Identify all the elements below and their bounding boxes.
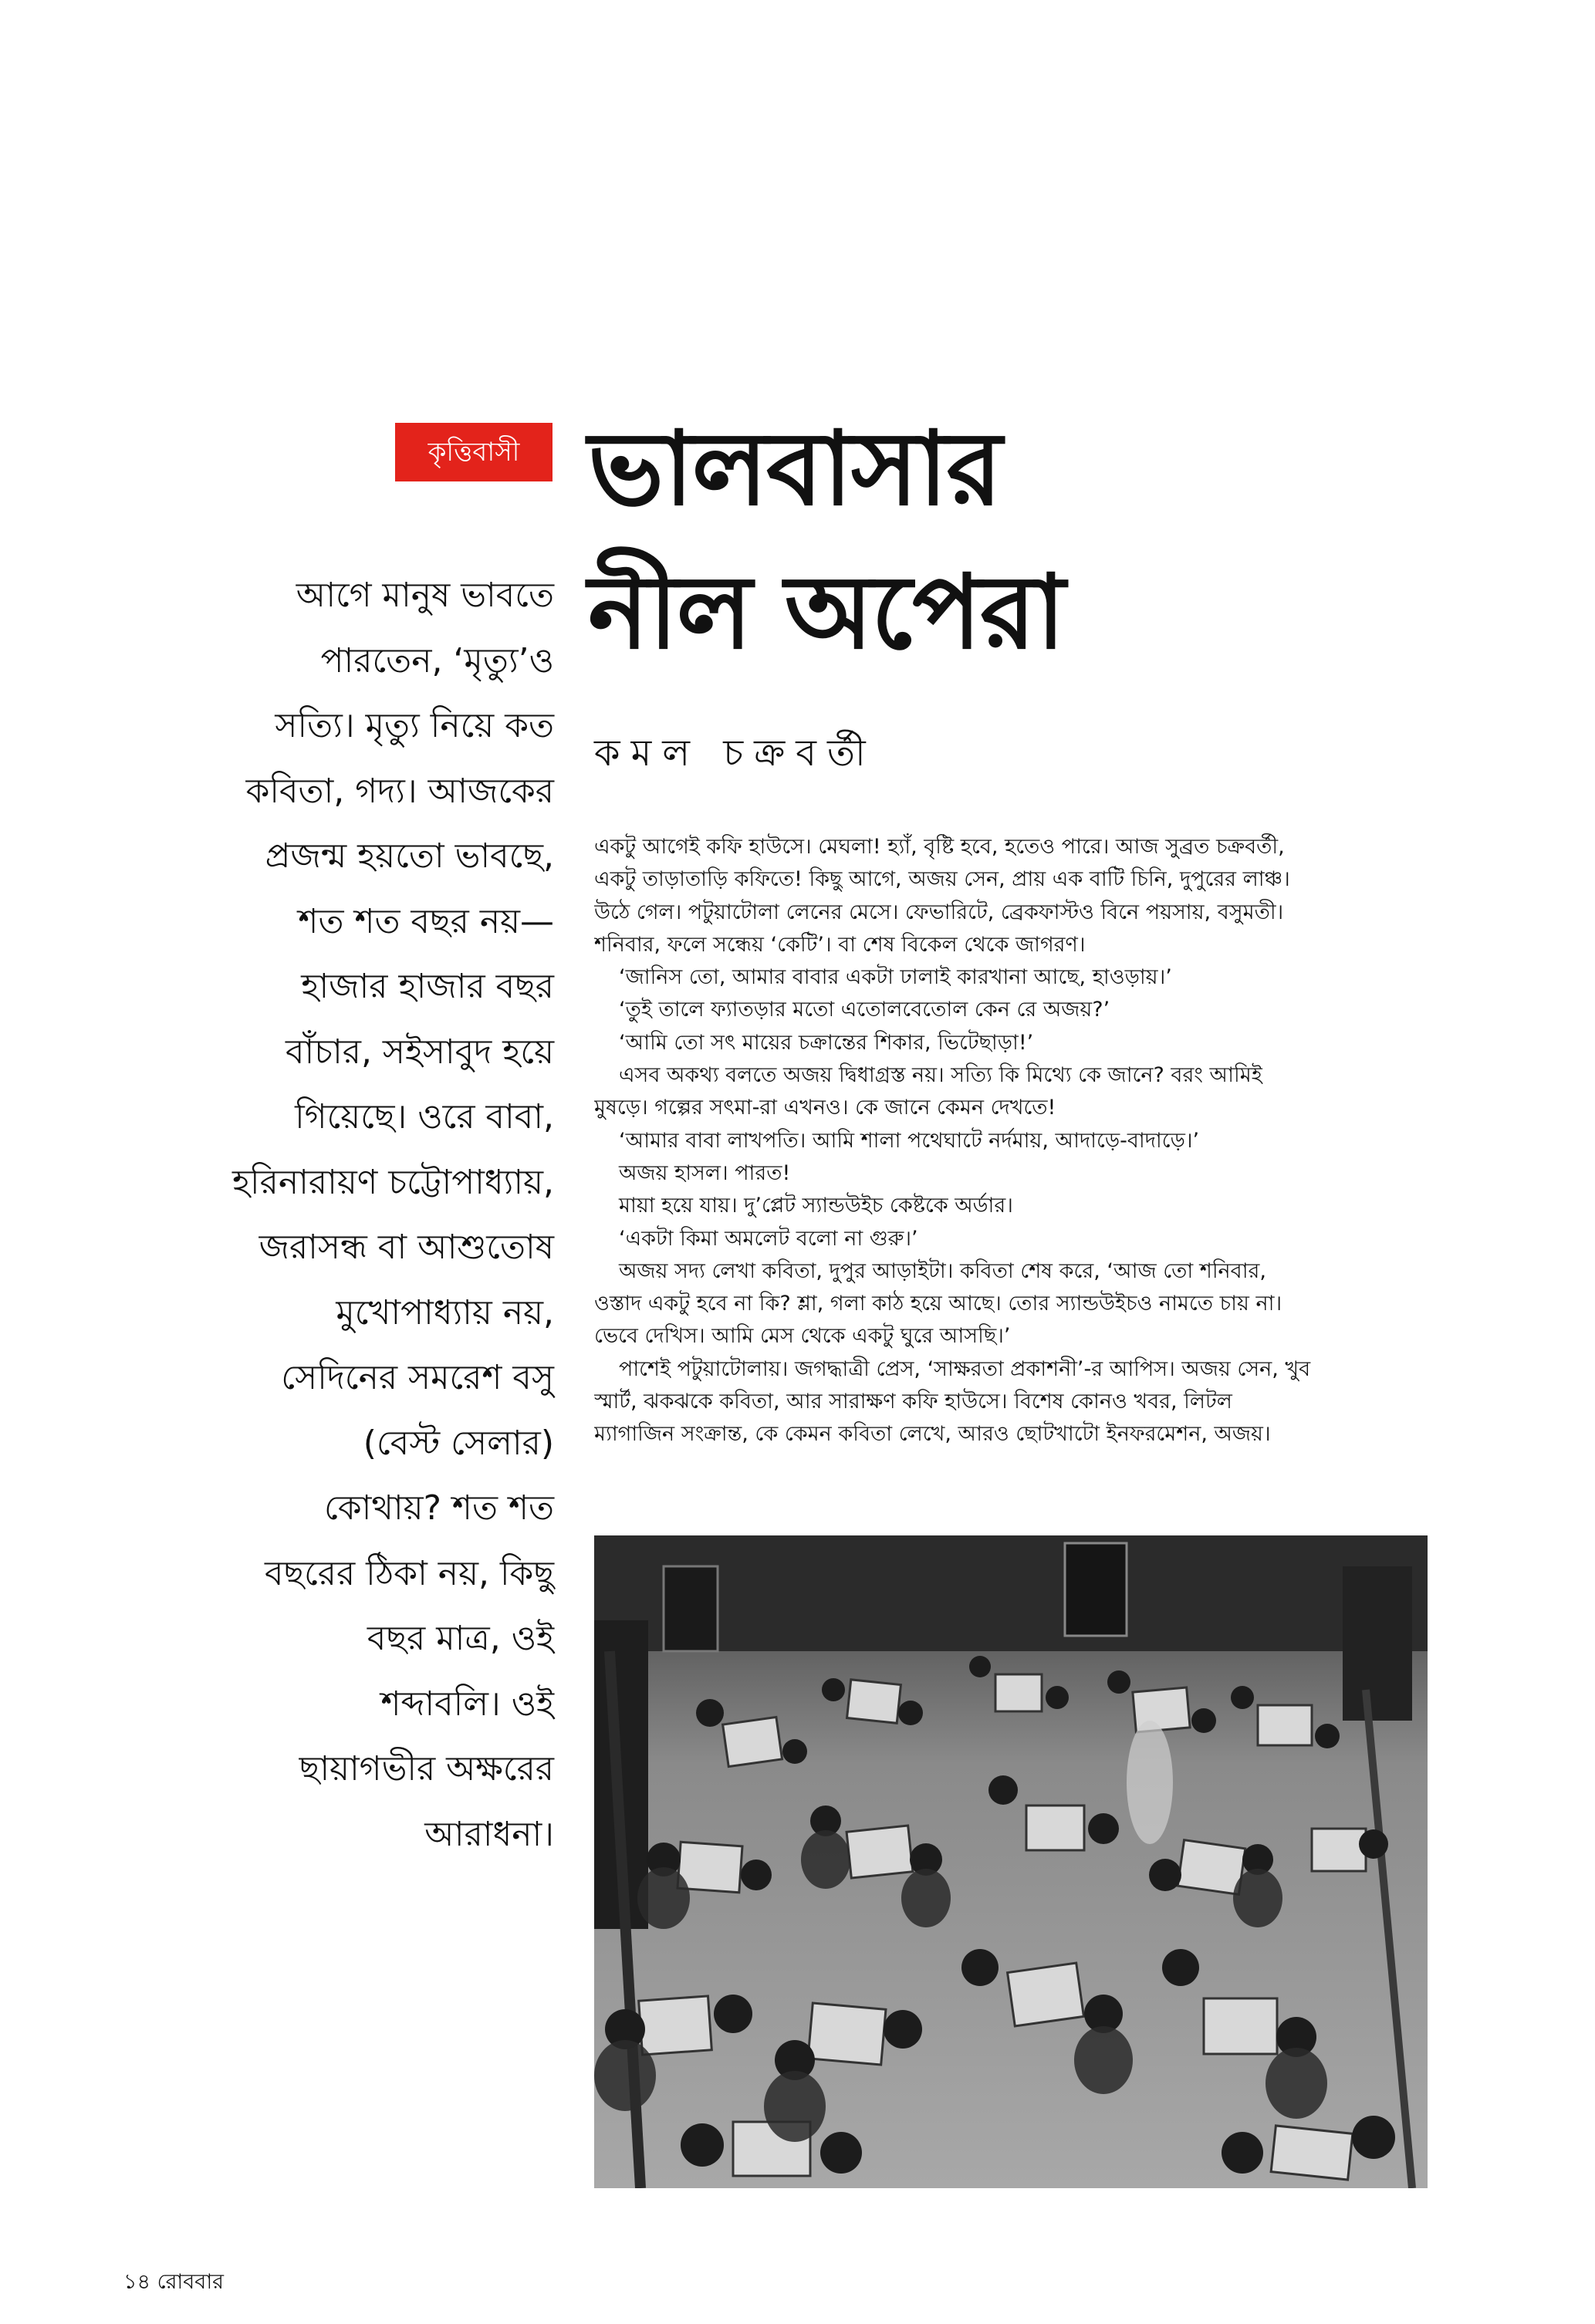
section-label: কৃত্তিবাসী	[395, 423, 553, 481]
pull-quote-line: কবিতা, গদ্য। আজকের	[245, 771, 554, 811]
pull-quote-line: শব্দাবলি। ওই	[380, 1684, 554, 1724]
body-line: একটু তাড়াতাড়ি কফিতে! কিছু আগে, অজয় সেন, প্রায় এক বাটি চিনি, দুপুরের লাঞ্চ।	[594, 867, 1290, 892]
pull-quote-line: সত্যি। মৃত্যু নিয়ে কত	[275, 706, 554, 745]
headline	[588, 397, 1282, 684]
coffee-house-photo	[594, 1535, 1428, 2188]
pull-quote-line: (বেস্ট সেলার)	[363, 1423, 554, 1463]
body-line: এসব অকথ্য বলতে অজয় দ্বিধাগ্রস্ত নয়। সত্যি কি মিথ্যে কে জানে? বরং আমিই	[619, 1063, 1262, 1088]
article-body	[594, 831, 1428, 1451]
body-line: পাশেই পটুয়াটোলায়। জগদ্ধাত্রী প্রেস, ‘সাক্ষরতা প্রকাশনী’-র আপিস। অজয় সেন, খুব	[619, 1356, 1311, 1381]
body-line: স্মার্ট, ঝকঝকে কবিতা, আর সারাক্ষণ কফি হাউসে। বিশেষ কোনও খবর, লিটল	[594, 1390, 1232, 1414]
body-line: ভেবে দেখিস। আমি মেস থেকে একটু ঘুরে আসছি।’	[594, 1324, 1011, 1349]
pull-quote-line: হরিনারায়ণ চট্টোপাধ্যায়,	[231, 1162, 554, 1202]
body-line: একটু আগেই কফি হাউসে। মেঘলা! হ্যাঁ, বৃষ্টি হবে, হতেও পারে। আজ সুব্রত চক্রবর্তী,	[594, 835, 1285, 859]
pull-quote-line: হাজার হাজার বছর	[301, 967, 554, 1006]
body-line: অজয় সদ্য লেখা কবিতা, দুপুর আড়াইটা। কবিতা শেষ করে, ‘আজ তো শনিবার,	[619, 1258, 1266, 1283]
pull-quote-line: বছরের ঠিকা নয়, কিছু	[264, 1553, 554, 1593]
body-line: ‘জানিস তো, আমার বাবার একটা ঢালাই কারখানা আছে, হাওড়ায়।’	[619, 965, 1172, 990]
pull-quote-line: বছর মাত্র, ওই	[367, 1619, 554, 1658]
body-line: ‘তুই তালে ফ্যাতড়ার মতো এতোলবেতোল কেন রে অজয়?’	[619, 998, 1110, 1022]
pull-quote-line: সেদিনের সমরেশ বসু	[281, 1358, 554, 1397]
pull-quote	[139, 563, 554, 1867]
pull-quote-line: আরাধনা।	[424, 1814, 554, 1854]
body-line: মুষড়ে। গল্পের সৎমা-রা এখনও। কে জানে কেমন দেখতে!	[594, 1096, 1056, 1120]
body-line: ওস্তাদ একটু হবে না কি? শ্লা, গলা কাঠ হয়ে আছে। তোর স্যান্ডউইচও নামতে চায় না।	[594, 1292, 1282, 1316]
pull-quote-line: কোথায়? শত শত	[324, 1488, 554, 1528]
body-line: শনিবার, ফলে সন্ধেয় ‘কেটি’। বা শেষ বিকেল থেকে জাগরণ।	[594, 932, 1086, 957]
body-line: উঠে গেল। পটুয়াটোলা লেনের মেসে। ফেভারিটে, ব্রেকফাস্টও বিনে পয়সায়, বসুমতী।	[594, 900, 1284, 924]
pull-quote-line: আগে মানুষ ভাবতে	[296, 576, 554, 615]
headline-line-2: নীল অপেরা	[588, 553, 1064, 672]
pull-quote-line: বাঁচার, সইসাবুদ হয়ে	[285, 1032, 554, 1072]
pull-quote-line: মুখোপাধ্যায় নয়,	[336, 1292, 554, 1333]
body-line: মায়া হয়ে যায়। দু’প্লেট স্যান্ডউইচ কেষ্টকে অর্ডার।	[619, 1194, 1013, 1218]
pull-quote-line: পারতেন, ‘মৃত্যু’ও	[320, 640, 554, 681]
headline-line-1: ভালবাসার	[588, 410, 1001, 529]
body-line: ‘একটা কিমা অমলেট বলো না গুরু।’	[619, 1226, 918, 1251]
coffee-house-photo-illustration	[594, 1535, 1428, 2188]
pull-quote-line: ছায়াগভীর অক্ষরের	[299, 1749, 554, 1789]
body-line: অজয় হাসল। পারত!	[619, 1160, 791, 1185]
pull-quote-line: গিয়েছে। ওরে বাবা,	[295, 1097, 554, 1137]
body-line: ম্যাগাজিন সংক্রান্ত, কে কেমন কবিতা লেখে, আরও ছোটখাটো ইনফরমেশন, অজয়।	[594, 1422, 1271, 1447]
pull-quote-line: জরাসন্ধ বা আশুতোষ	[259, 1228, 554, 1267]
body-line: ‘আমি তো সৎ মায়ের চক্রান্তের শিকার, ভিটেছাড়া!’	[619, 1030, 1034, 1055]
pull-quote-line: প্রজন্ম হয়তো ভাবছে,	[265, 836, 554, 876]
page-folio: ১৪ রোববার	[123, 2270, 224, 2294]
body-line: ‘আমার বাবা লাখপতি। আমি শালা পথেঘাটে নর্দমায়, আদাড়ে-বাদাড়ে।’	[619, 1128, 1200, 1153]
byline: কমল চক্রবর্তী	[594, 731, 877, 775]
pull-quote-line: শত শত বছর নয়—	[298, 901, 554, 941]
